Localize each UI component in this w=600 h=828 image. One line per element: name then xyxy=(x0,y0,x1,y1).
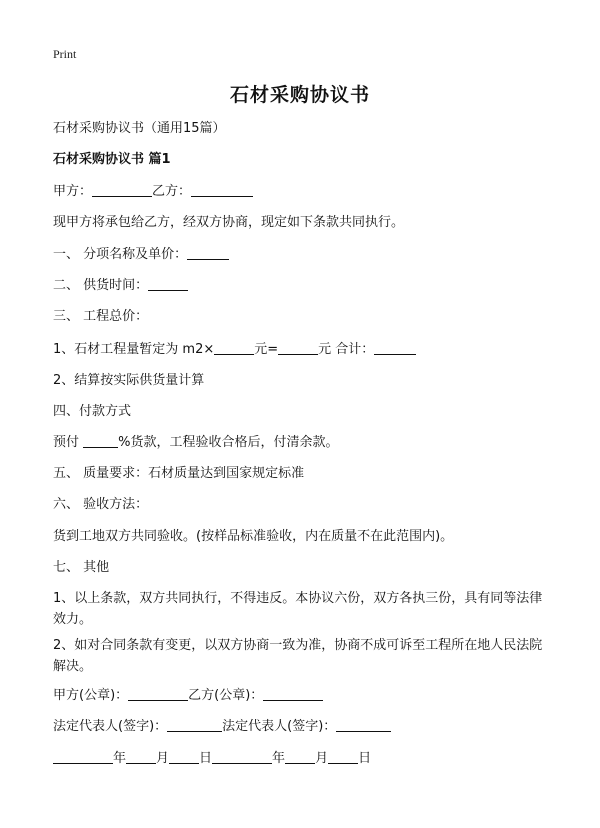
representative-line xyxy=(53,716,553,737)
clause-3-1-text-b: 元= xyxy=(254,342,279,357)
prepay-text-a: 预付 xyxy=(53,435,84,450)
blank-field xyxy=(374,341,416,355)
blank-field xyxy=(148,277,188,291)
clause-5: 五、 质量要求：石材质量达到国家规定标准 xyxy=(53,466,305,481)
representative-b-label: 法定代表人(签字)： xyxy=(222,719,337,734)
clause-4: 四、付款方式 xyxy=(53,404,132,419)
print-label[interactable]: Print xyxy=(53,47,77,61)
clause-7: 七、 其他 xyxy=(53,560,110,575)
clause-3-1 xyxy=(53,339,553,360)
document-subtitle: 石材采购协议书（通用15篇） xyxy=(53,121,226,136)
prepay-text-b: %货款，工程验收合格后，付清余款。 xyxy=(118,435,339,450)
blank-field xyxy=(53,750,113,764)
party-b-label: 乙方： xyxy=(152,184,192,199)
blank-field xyxy=(336,718,391,732)
blank-field xyxy=(92,183,152,197)
prepayment-line xyxy=(53,432,553,453)
clause-2-text: 二、 供货时间： xyxy=(53,278,149,293)
intro-paragraph: 现甲方将承包给乙方，经双方协商，现定如下条款共同执行。 xyxy=(53,215,405,230)
other-clause-1: 1、以上条款，双方共同执行，不得违反。本协议六份，双方各执三份，具有同等法律效力。 xyxy=(53,591,543,627)
date-line xyxy=(53,748,553,769)
clause-2 xyxy=(53,275,553,296)
section-heading: 石材采购协议书 篇1 xyxy=(53,152,171,167)
blank-field xyxy=(263,687,323,701)
blank-field xyxy=(214,341,254,355)
representative-a-label: 法定代表人(签字)： xyxy=(53,719,168,734)
clause-1 xyxy=(53,244,553,265)
clause-3-1-text-c: 元 合计： xyxy=(318,342,375,357)
blank-field xyxy=(83,434,118,448)
seal-b-label: 乙方(公章)： xyxy=(188,688,264,703)
blank-field xyxy=(128,687,188,701)
month-label: 月 xyxy=(156,751,170,766)
clause-3-1-text-a: 1、石材工程量暂定为 m2× xyxy=(53,342,215,357)
clause-6: 六、 验收方法： xyxy=(53,497,149,512)
seal-a-label: 甲方(公章)： xyxy=(53,688,129,703)
parties-line xyxy=(53,181,553,202)
document-title: 石材采购协议书 xyxy=(229,84,370,106)
party-a-label: 甲方： xyxy=(53,184,93,199)
clause-1-text: 一、 分项名称及单价： xyxy=(53,247,188,262)
blank-field xyxy=(126,750,156,764)
clause-3: 三、 工程总价： xyxy=(53,309,149,324)
acceptance-text: 货到工地双方共同验收。(按样品标准验收，内在质量不在此范围内)。 xyxy=(53,529,454,544)
clause-3-2: 2、结算按实际供货量计算 xyxy=(53,373,205,388)
blank-field xyxy=(191,183,253,197)
blank-field xyxy=(328,750,358,764)
day-label: 日 xyxy=(199,751,213,766)
seal-line xyxy=(53,685,553,706)
day-label: 日 xyxy=(358,751,372,766)
year-label: 年 xyxy=(113,751,127,766)
blank-field xyxy=(278,341,318,355)
blank-field xyxy=(285,750,315,764)
blank-field xyxy=(187,246,229,260)
blank-field xyxy=(169,750,199,764)
other-clause-2: 2、如对合同条款有变更，以双方协商一致为准，协商不成可诉至工程所在地人民法院解决。 xyxy=(53,638,543,674)
year-label: 年 xyxy=(272,751,286,766)
blank-field xyxy=(167,718,222,732)
blank-field xyxy=(212,750,272,764)
month-label: 月 xyxy=(315,751,329,766)
